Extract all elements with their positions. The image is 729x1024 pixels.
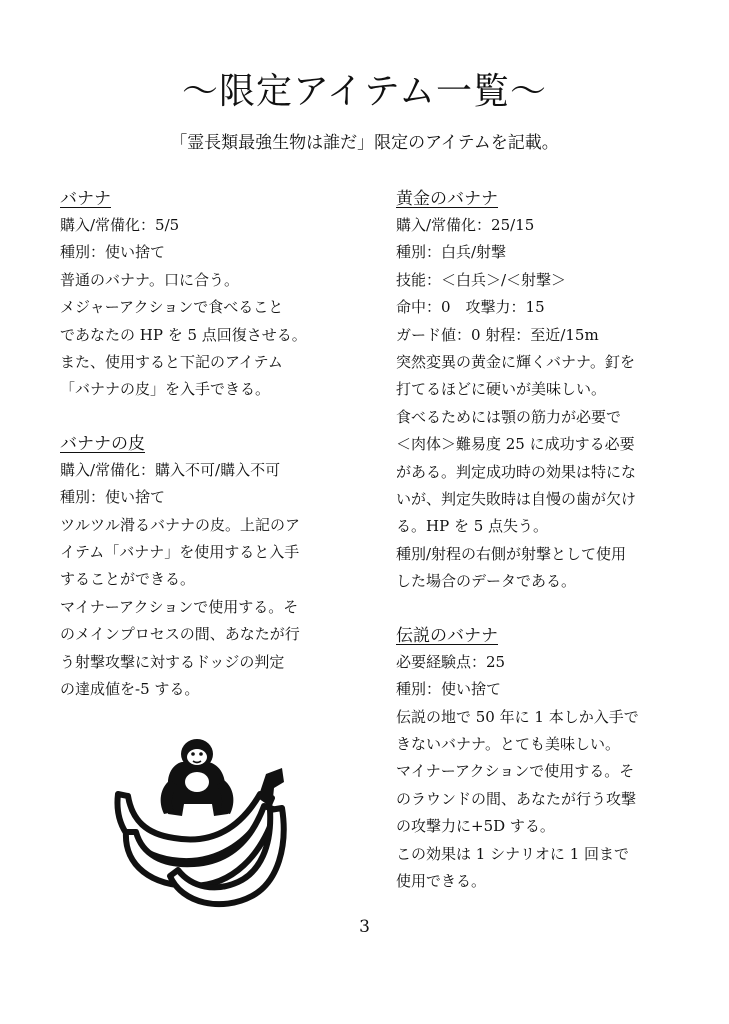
item-golden-banana <box>396 186 686 596</box>
item-line: の攻撃力に+5D する。 <box>396 817 555 836</box>
page-title: 〜限定アイテム一覧〜 <box>182 71 547 112</box>
item-title: 黄金のバナナ <box>396 189 498 209</box>
item-line: であなたの HP を 5 点回復させる。 <box>60 325 307 344</box>
item-line: 打てるほどに硬いが美味しい。 <box>396 380 607 399</box>
item-line: の達成値を-5 する。 <box>60 680 200 699</box>
item-line: ガード値：0 射程：至近/15m <box>396 325 599 344</box>
item-line: 購入/常備化：5/5 <box>60 216 180 234</box>
item-line: 種別：使い捨て <box>396 680 502 699</box>
item-line: 種別：白兵/射撃 <box>396 243 507 262</box>
item-line: この効果は 1 シナリオに 1 回まで <box>396 844 630 863</box>
item-title: 伝説のバナナ <box>396 625 498 646</box>
item-line: ツルツル滑るバナナの皮。上記のア <box>60 515 301 534</box>
section-gap <box>396 596 686 623</box>
item-line: また、使用すると下記のアイテム <box>60 353 283 372</box>
item-line: 命中：0 攻撃力：15 <box>396 298 545 317</box>
item-line: 「バナナの皮」を入手できる。 <box>60 380 271 399</box>
item-line: 突然変異の黄金に輝くバナナ。釘を <box>396 353 635 372</box>
item-line: マイナーアクションで使用する。そ <box>396 762 635 781</box>
item-line: イテム「バナナ」を使用すると入手 <box>60 543 300 562</box>
item-line: 種別：使い捨て <box>60 243 166 262</box>
item-title: バナナの皮 <box>60 433 145 454</box>
item-line: 伝説の地で 50 年に 1 本しか入手で <box>396 707 639 726</box>
item-line: 種別/射程の右側が射撃として使用 <box>396 544 627 563</box>
item-line: がある。判定成功時の効果は特にな <box>396 462 637 481</box>
item-line: することができる。 <box>60 570 196 589</box>
left-column <box>60 186 350 704</box>
item-line: 種別：使い捨て <box>60 488 166 507</box>
item-line: きないバナナ。とても美味しい。 <box>396 734 620 753</box>
item-line: 購入/常備化：25/15 <box>396 216 535 234</box>
item-line: う射撃攻撃に対するドッジの判定 <box>60 652 285 671</box>
item-line: 普通のバナナ。口に合う。 <box>60 270 239 289</box>
gorilla-on-bananas-icon <box>112 736 290 912</box>
item-banana-peel <box>60 431 350 704</box>
page-number: 3 <box>359 917 370 937</box>
item-line: 使用できる。 <box>396 871 487 890</box>
section-gap <box>60 404 350 431</box>
item-title: バナナ <box>60 189 111 209</box>
item-line: メジャーアクションで食べること <box>60 298 284 317</box>
page-subtitle: 「霊長類最強生物は誰だ」限定のアイテムを記載。 <box>170 133 559 153</box>
right-column <box>396 186 686 895</box>
item-line: 食べるためには顎の筋力が必要で <box>396 407 622 426</box>
item-line: いが、判定失敗時は自慢の歯が欠け <box>396 490 637 509</box>
item-line: ＜肉体＞難易度 25 に成功する必要 <box>396 435 635 454</box>
item-line: のラウンドの間、あなたが行う攻撃 <box>396 789 637 808</box>
item-legendary-banana <box>396 623 686 896</box>
item-line: 必要経験点：25 <box>396 652 506 671</box>
item-line: のメインプロセスの間、あなたが行 <box>60 625 300 644</box>
item-line: マイナーアクションで使用する。そ <box>60 597 299 616</box>
item-line: る。HP を 5 点失う。 <box>396 517 549 536</box>
item-line: した場合のデータである。 <box>396 572 577 591</box>
item-banana <box>60 186 350 404</box>
item-line: 購入/常備化：購入不可/購入不可 <box>60 460 281 479</box>
item-line: 技能：＜白兵＞/＜射撃＞ <box>396 270 567 289</box>
